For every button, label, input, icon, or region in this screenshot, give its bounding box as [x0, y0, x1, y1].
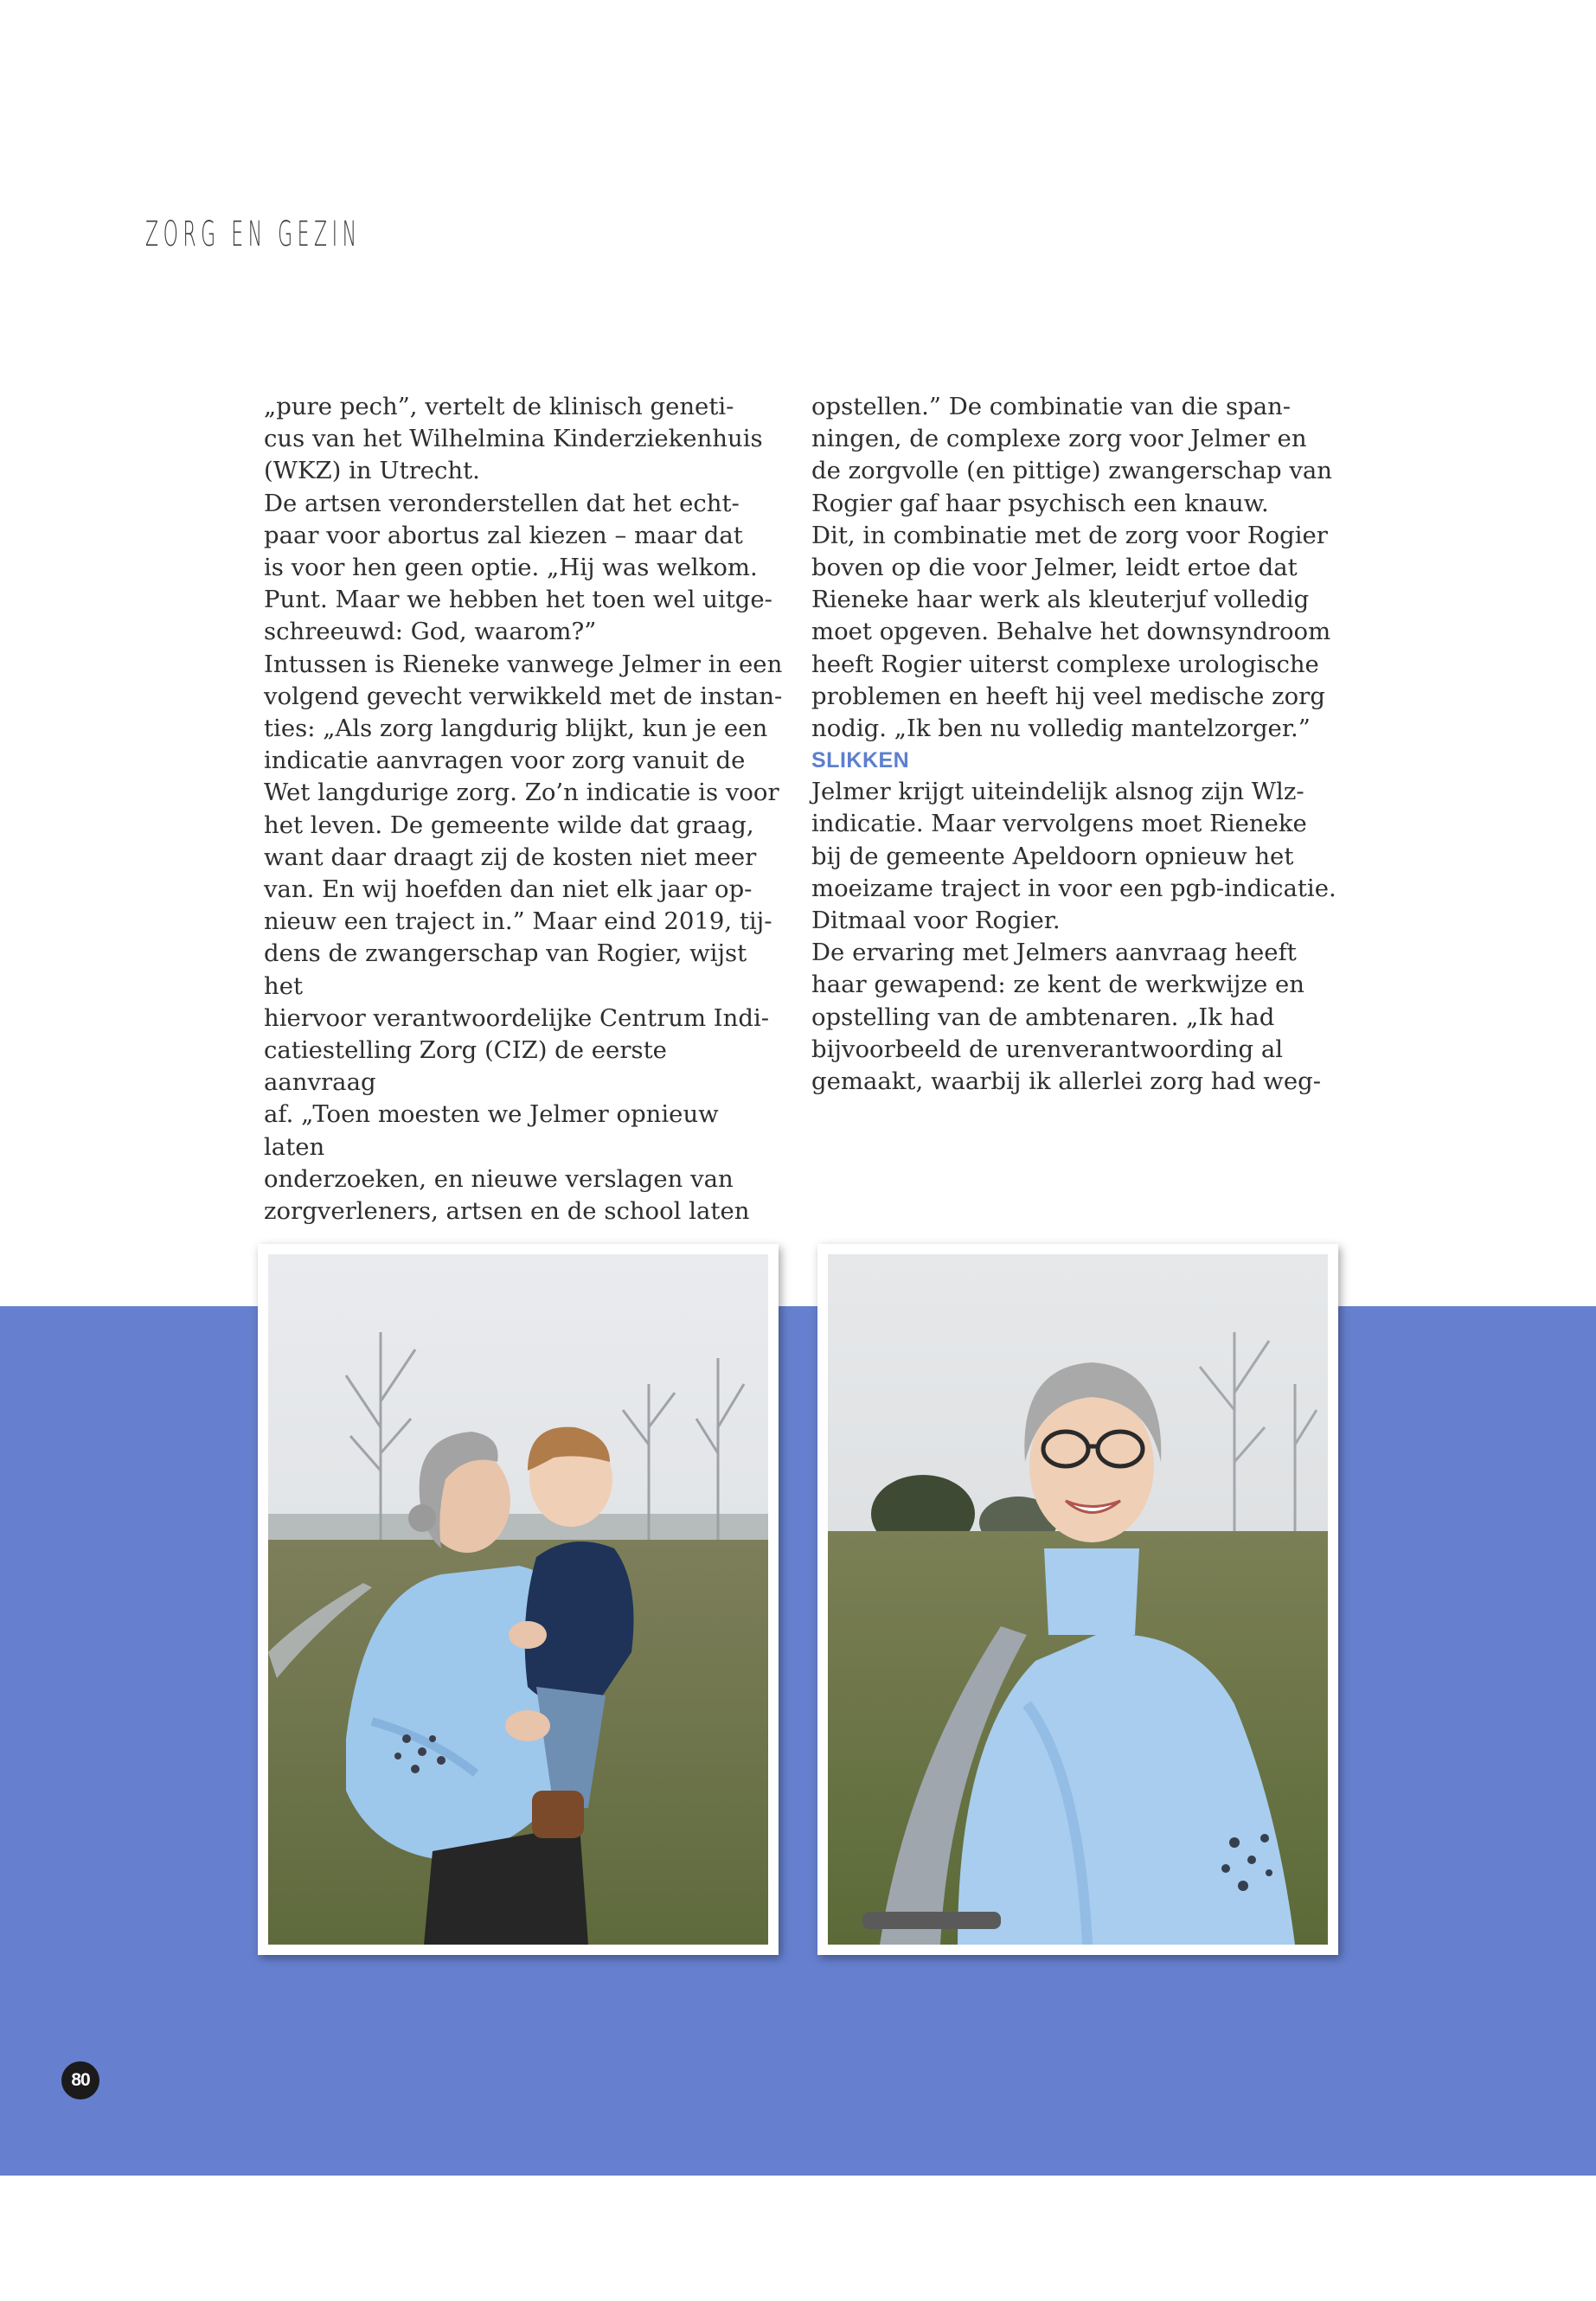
section-title: ZORG EN GEZIN: [145, 215, 362, 254]
text-line: Dit, in combinatie met de zorg voor Rogier: [811, 521, 1328, 549]
text-line: Rieneke haar werk als kleuterjuf volledig: [811, 586, 1310, 614]
text-line: want daar draagt zij de kosten niet meer: [264, 843, 757, 871]
article-column-left: [264, 391, 783, 1227]
photo-mother-holding-child-icon: [268, 1254, 768, 1945]
text-line: Ditmaal voor Rogier.: [811, 907, 1061, 935]
text-line: bij de gemeente Apeldoorn opnieuw het: [811, 842, 1294, 870]
text-line: zorgverleners, artsen en de school laten: [264, 1197, 750, 1226]
photo-frame-left: [258, 1244, 779, 1955]
text-line: moet opgeven. Behalve het downsyndroom: [811, 618, 1331, 646]
text-line: Punt. Maar we hebben het toen wel uitge-: [264, 586, 772, 614]
text-line: cus van het Wilhelmina Kinderziekenhuis: [264, 425, 763, 453]
text-line: ties: „Als zorg langdurig blijkt, kun je een: [264, 715, 768, 743]
text-line: schreeuwd: God, waarom?”: [264, 618, 597, 646]
text-line: catiestelling Zorg (CIZ) de eerste aanvraag: [264, 1036, 667, 1097]
text-line: Jelmer krijgt uiteindelijk alsnog zijn Wlz-: [811, 778, 1304, 806]
text-line: De ervaring met Jelmers aanvraag heeft: [811, 939, 1297, 967]
text-line: nodig. „Ik ben nu volledig mantelzorger.”: [811, 715, 1311, 743]
article-column-right: [811, 391, 1339, 1098]
text-line: indicatie aanvragen voor zorg vanuit de: [264, 747, 746, 775]
text-line: (WKZ) in Utrecht.: [264, 457, 480, 485]
text-line: Wet langdurige zorg. Zo’n indicatie is voor: [264, 779, 779, 807]
photo-woman-smiling-portrait-icon: [828, 1254, 1328, 1945]
text-line: gemaakt, waarbij ik allerlei zorg had weg-: [811, 1067, 1321, 1096]
text-line: paar voor abortus zal kiezen – maar dat: [264, 521, 743, 549]
text-line: onderzoeken, en nieuwe verslagen van: [264, 1164, 734, 1193]
text-line: „pure pech”, vertelt de klinisch geneti-: [264, 393, 734, 420]
text-line: af. „Toen moesten we Jelmer opnieuw laten: [264, 1100, 719, 1161]
photo-frame-right: [817, 1244, 1338, 1955]
text-line: dens de zwangerschap van Rogier, wijst het: [264, 939, 747, 1000]
text-line: Rogier gaf haar psychisch een knauw.: [811, 489, 1269, 517]
text-line: de zorgvolle (en pittige) zwangerschap van: [811, 457, 1332, 485]
text-line: van. En wij hoefden dan niet elk jaar op-: [264, 875, 753, 904]
text-line: opstellen.” De combinatie van die span-: [811, 393, 1292, 420]
text-line: hiervoor verantwoordelijke Centrum Indi-: [264, 1003, 770, 1032]
text-line: is voor hen geen optie. „Hij was welkom.: [264, 554, 758, 582]
text-line: opstelling van de ambtenaren. „Ik had: [811, 1003, 1275, 1031]
blue-background-band: [0, 1306, 1596, 2176]
text-line: indicatie. Maar vervolgens moet Rieneke: [811, 810, 1307, 838]
text-line: heeft Rogier uiterst complexe urologische: [811, 650, 1319, 678]
page-number: 80: [61, 2061, 99, 2099]
text-line: Intussen is Rieneke vanwege Jelmer in een: [264, 650, 783, 678]
text-line: moeizame traject in voor een pgb-indicatie.: [811, 874, 1336, 902]
text-line: ningen, de complexe zorg voor Jelmer en: [811, 425, 1307, 453]
text-line: nieuw een traject in.” Maar eind 2019, tij-: [264, 907, 772, 936]
text-line: bijvoorbeeld de urenverantwoording al: [811, 1035, 1284, 1063]
text-line: het leven. De gemeente wilde dat graag,: [264, 811, 754, 839]
subheading: SLIKKEN: [811, 748, 910, 773]
text-line: boven op die voor Jelmer, leidt ertoe dat: [811, 554, 1298, 582]
text-line: haar gewapend: ze kent de werkwijze en: [811, 971, 1304, 999]
text-line: De artsen veronderstellen dat het echt-: [264, 489, 740, 517]
text-line: volgend gevecht verwikkeld met de instan-: [264, 682, 783, 710]
text-line: problemen en heeft hij veel medische zorg: [811, 682, 1325, 710]
